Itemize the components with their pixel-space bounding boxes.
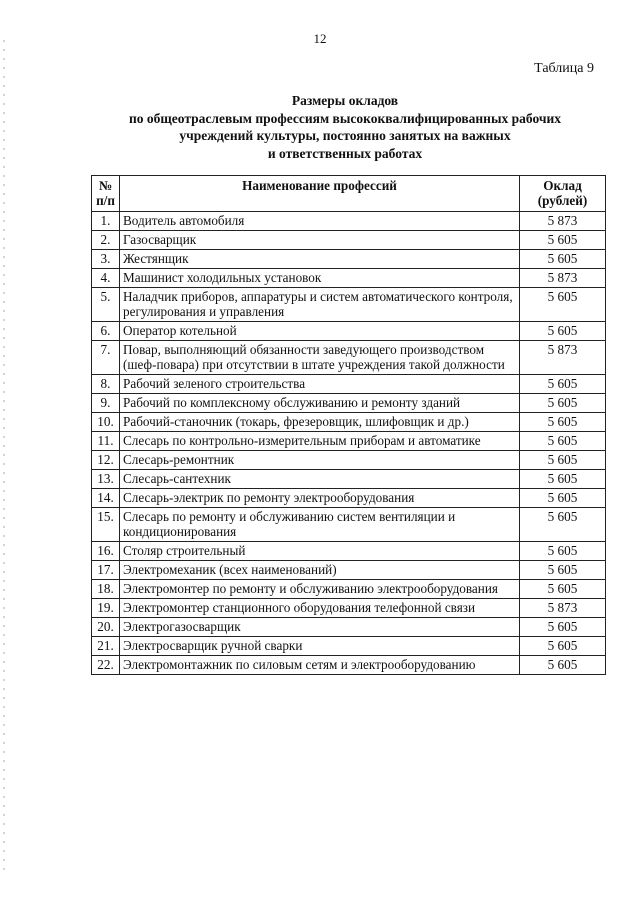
scan-edge-marks xyxy=(3,40,5,870)
profession-name-cell: Рабочий по комплексному обслуживанию и ремонту зданий xyxy=(120,394,520,413)
row-number-cell: 6. xyxy=(92,322,120,341)
table-row xyxy=(92,561,606,580)
salary-cell: 5 605 xyxy=(520,231,606,250)
row-number-cell: 7. xyxy=(92,341,120,375)
salary-table xyxy=(91,175,606,675)
row-number-cell: 10. xyxy=(92,413,120,432)
title-line: учреждений культуры, постоянно занятых на важных xyxy=(179,128,511,143)
salary-cell: 5 605 xyxy=(520,288,606,322)
profession-name-cell: Столяр строительный xyxy=(120,542,520,561)
table-row xyxy=(92,212,606,231)
row-number-cell: 19. xyxy=(92,599,120,618)
profession-name-cell: Рабочий зеленого строительства xyxy=(120,375,520,394)
row-number-cell: 15. xyxy=(92,508,120,542)
profession-name-cell: Водитель автомобиля xyxy=(120,212,520,231)
table-header-row xyxy=(92,176,606,212)
table-row xyxy=(92,288,606,322)
salary-cell: 5 605 xyxy=(520,561,606,580)
row-number-cell: 9. xyxy=(92,394,120,413)
profession-name-cell: Электромонтер по ремонту и обслуживанию электрооборудования xyxy=(120,580,520,599)
salary-cell: 5 605 xyxy=(520,656,606,675)
salary-cell: 5 605 xyxy=(520,508,606,542)
salary-cell: 5 873 xyxy=(520,269,606,288)
row-number-cell: 22. xyxy=(92,656,120,675)
salary-cell: 5 605 xyxy=(520,375,606,394)
table-row xyxy=(92,599,606,618)
salary-cell: 5 605 xyxy=(520,432,606,451)
table-row xyxy=(92,451,606,470)
row-number-cell: 2. xyxy=(92,231,120,250)
table-row xyxy=(92,231,606,250)
document-title xyxy=(80,92,610,162)
table-label: Таблица 9 xyxy=(534,61,594,76)
table-row xyxy=(92,250,606,269)
table-row xyxy=(92,269,606,288)
title-line: Размеры окладов xyxy=(291,93,399,108)
table-row xyxy=(92,322,606,341)
table-row xyxy=(92,470,606,489)
salary-cell: 5 605 xyxy=(520,394,606,413)
profession-name-cell: Рабочий-станочник (токарь, фрезеровщик, шлифовщик и др.) xyxy=(120,413,520,432)
salary-cell: 5 873 xyxy=(520,212,606,231)
row-number-cell: 4. xyxy=(92,269,120,288)
salary-cell: 5 605 xyxy=(520,322,606,341)
row-number-cell: 14. xyxy=(92,489,120,508)
profession-name-cell: Электромеханик (всех наименований) xyxy=(120,561,520,580)
salary-cell: 5 605 xyxy=(520,451,606,470)
row-number-cell: 3. xyxy=(92,250,120,269)
profession-name-cell: Жестянщик xyxy=(120,250,520,269)
salary-cell: 5 605 xyxy=(520,542,606,561)
salary-cell: 5 605 xyxy=(520,637,606,656)
salary-cell: 5 605 xyxy=(520,489,606,508)
salary-cell: 5 605 xyxy=(520,618,606,637)
table-body xyxy=(92,212,606,675)
profession-name-cell: Электромонтер станционного оборудования телефонной связи xyxy=(120,599,520,618)
title-line: по общеотраслевым профессиям высококвалифицированных рабочих xyxy=(129,110,561,126)
profession-name-cell: Слесарь-ремонтник xyxy=(120,451,520,470)
row-number-cell: 21. xyxy=(92,637,120,656)
profession-name-cell: Электромонтажник по силовым сетям и электрооборудованию xyxy=(120,656,520,675)
profession-name-cell: Электросварщик ручной сварки xyxy=(120,637,520,656)
profession-name-cell: Наладчик приборов, аппаратуры и систем автоматического контроля, регулирования и управления xyxy=(120,288,520,322)
table-row xyxy=(92,489,606,508)
header-salary-line: Оклад xyxy=(543,178,582,193)
row-number-cell: 11. xyxy=(92,432,120,451)
header-profession-name: Наименование профессий xyxy=(120,176,520,212)
table-row xyxy=(92,508,606,542)
table-row xyxy=(92,542,606,561)
table-row xyxy=(92,375,606,394)
profession-name-cell: Газосварщик xyxy=(120,231,520,250)
row-number-cell: 1. xyxy=(92,212,120,231)
header-salary-line: (рублей) xyxy=(537,193,588,208)
profession-name-cell: Оператор котельной xyxy=(120,322,520,341)
row-number-cell: 13. xyxy=(92,470,120,489)
row-number-cell: 18. xyxy=(92,580,120,599)
profession-name-cell: Слесарь-электрик по ремонту электрооборудования xyxy=(120,489,520,508)
table-row xyxy=(92,394,606,413)
profession-name-cell: Повар, выполняющий обязанности заведующего производством (шеф-повара) при отсутствии в штате учреждения такой должности xyxy=(120,341,520,375)
profession-name-cell: Слесарь по контрольно-измерительным приборам и автоматике xyxy=(120,432,520,451)
salary-cell: 5 605 xyxy=(520,580,606,599)
salary-cell: 5 873 xyxy=(520,599,606,618)
table-row xyxy=(92,341,606,375)
profession-name-cell: Слесарь-сантехник xyxy=(120,470,520,489)
salary-cell: 5 605 xyxy=(520,413,606,432)
table-row xyxy=(92,413,606,432)
table-row xyxy=(92,656,606,675)
profession-name-cell: Машинист холодильных установок xyxy=(120,269,520,288)
title-line: и ответственных работах xyxy=(267,145,423,161)
row-number-cell: 16. xyxy=(92,542,120,561)
page-number: 12 xyxy=(313,31,327,46)
salary-cell: 5 605 xyxy=(520,470,606,489)
table-row xyxy=(92,432,606,451)
header-number-line: п/п xyxy=(96,193,115,208)
salary-cell: 5 605 xyxy=(520,250,606,269)
row-number-cell: 8. xyxy=(92,375,120,394)
row-number-cell: 12. xyxy=(92,451,120,470)
salary-cell: 5 873 xyxy=(520,341,606,375)
profession-name-cell: Слесарь по ремонту и обслуживанию систем вентиляции и кондиционирования xyxy=(120,508,520,542)
header-number xyxy=(92,176,120,212)
table-row xyxy=(92,580,606,599)
header-salary xyxy=(520,176,606,212)
row-number-cell: 20. xyxy=(92,618,120,637)
header-number-line: № xyxy=(98,178,113,193)
row-number-cell: 17. xyxy=(92,561,120,580)
row-number-cell: 5. xyxy=(92,288,120,322)
table-row xyxy=(92,637,606,656)
table-row xyxy=(92,618,606,637)
profession-name-cell: Электрогазосварщик xyxy=(120,618,520,637)
